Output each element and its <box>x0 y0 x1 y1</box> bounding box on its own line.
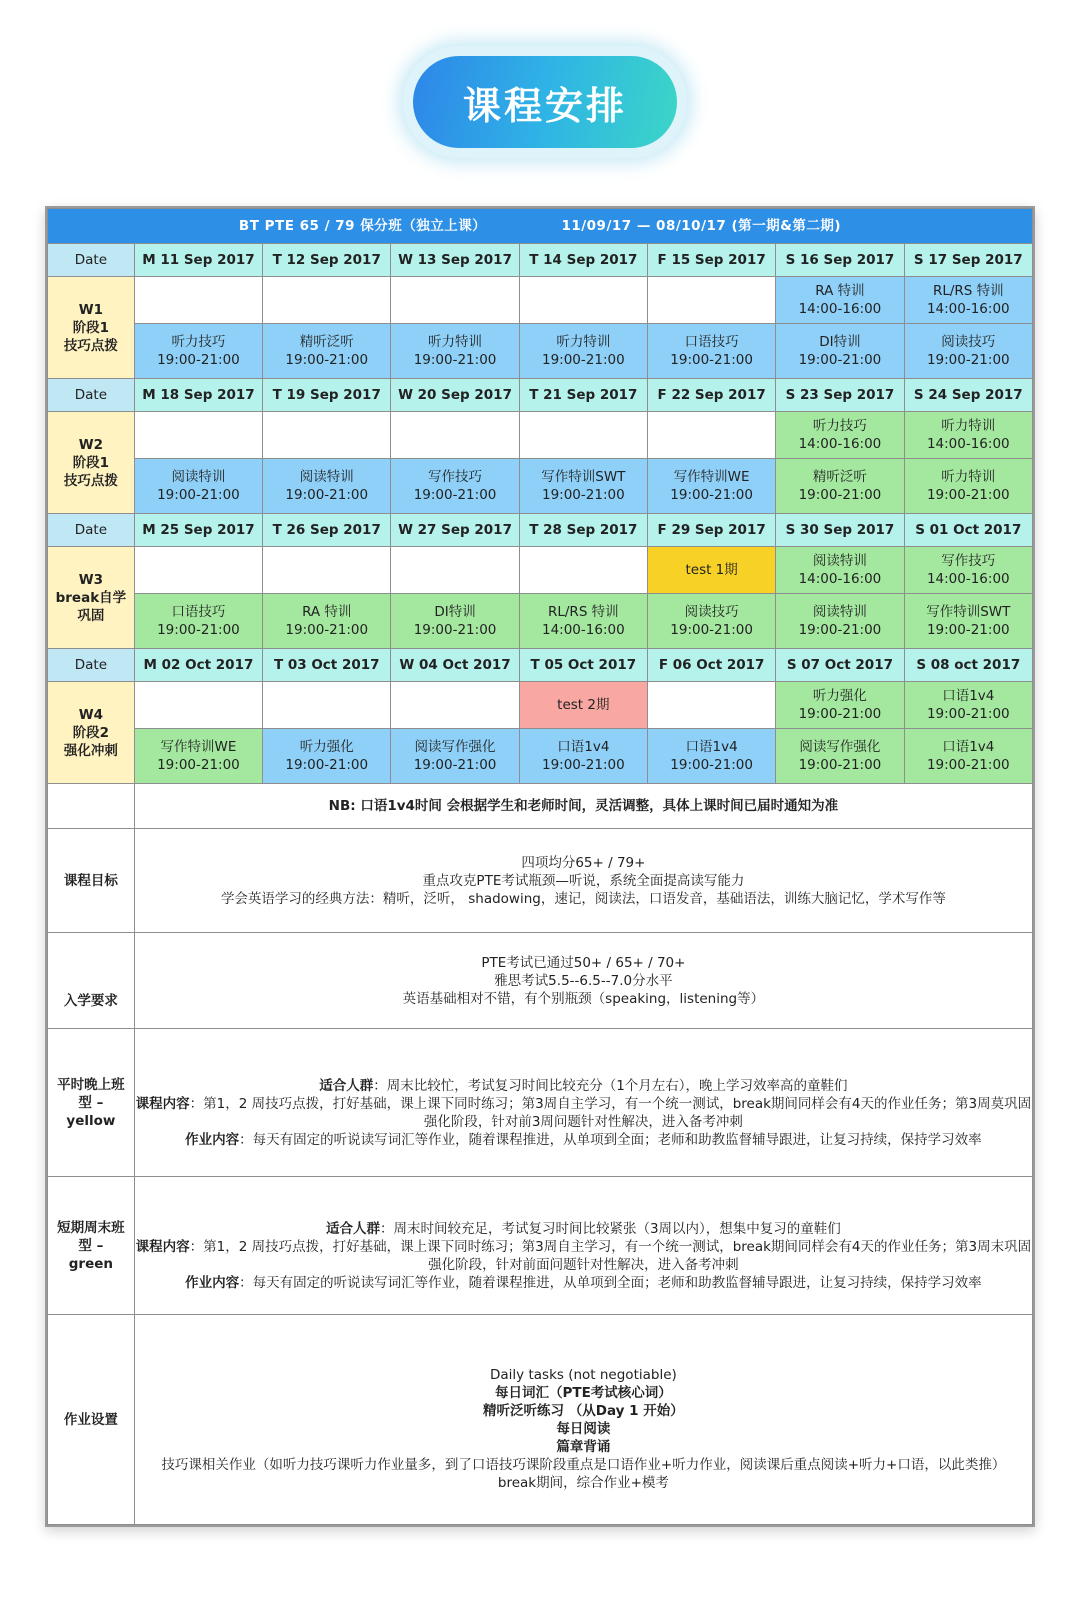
session-name: 听力特训 <box>941 418 996 434</box>
session-time: 19:00-21:00 <box>285 757 369 773</box>
session-time: 19:00-21:00 <box>798 757 882 773</box>
week-label-line: 阶段1 <box>72 319 110 336</box>
week-label <box>48 682 135 784</box>
schedule-note: NB: 口语1v4时间 会根据学生和老师时间，灵活调整，具体上课时间已届时通知为准 <box>134 784 1032 829</box>
class-detail-key: 课程内容 <box>135 1095 190 1112</box>
session-cell <box>904 412 1032 459</box>
session-row <box>48 277 1033 324</box>
empty-cell <box>263 547 391 594</box>
date-row <box>48 514 1033 547</box>
homework-line-bold: 每日词汇（PTE考试核心词） <box>494 1384 672 1401</box>
week-label-line: 技巧点拨 <box>63 337 118 354</box>
week-label-line: break自学 <box>55 589 127 606</box>
info-body <box>134 1315 1032 1525</box>
session-time: 19:00-21:00 <box>926 487 1010 503</box>
class-detail-text: ：每天有固定的听说读写词汇等作业，随着课程推进，从单项到全面；老师和助教监督辅导跟进，让复习持续，保持学习效率 <box>239 1274 982 1291</box>
date-cell: S 24 Sep 2017 <box>904 379 1032 412</box>
class-detail-key: 课程内容 <box>135 1238 190 1255</box>
schedule-table <box>47 208 1033 1525</box>
info-body <box>134 1029 1032 1177</box>
session-time: 19:00-21:00 <box>285 622 369 638</box>
session-row <box>48 412 1033 459</box>
class-detail-key: 作业内容 <box>185 1131 240 1148</box>
class-detail-line <box>135 1095 1032 1131</box>
session-name: 听力强化 <box>299 739 354 755</box>
session-cell <box>776 729 904 784</box>
session-time: 14:00-16:00 <box>541 622 625 638</box>
session-name: 听力技巧 <box>812 418 867 434</box>
class-detail-line <box>135 1220 1032 1238</box>
session-name: 阅读写作强化 <box>799 739 881 755</box>
goal-line: 学会英语学习的经典方法：精听，泛听， shadowing，速记，阅读法，口语发音，基础语法，训练大脑记忆，学术写作等 <box>220 890 946 907</box>
session-time: 19:00-21:00 <box>541 352 625 368</box>
date-cell: F 29 Sep 2017 <box>647 514 775 547</box>
info-label-line: 型 – <box>78 1094 104 1111</box>
session-cell <box>904 682 1032 729</box>
title-badge <box>403 46 687 158</box>
empty-cell <box>647 682 775 729</box>
homework-line-bold: 篇章背诵 <box>556 1438 611 1455</box>
session-cell <box>391 324 519 379</box>
session-cell <box>263 324 391 379</box>
session-cell <box>263 594 391 649</box>
session-cell <box>519 594 647 649</box>
date-cell: S 23 Sep 2017 <box>776 379 904 412</box>
week-label-line: 强化冲刺 <box>63 742 118 759</box>
session-cell <box>904 277 1032 324</box>
date-cell: F 22 Sep 2017 <box>647 379 775 412</box>
empty-cell <box>134 412 262 459</box>
session-cell <box>519 729 647 784</box>
session-cell <box>904 594 1032 649</box>
session-cell <box>647 547 775 594</box>
session-cell <box>647 324 775 379</box>
evening-class-row <box>48 1029 1033 1177</box>
session-cell <box>776 412 904 459</box>
session-name: 口语技巧 <box>684 334 739 350</box>
session-name: 写作特训SWT <box>926 604 1011 620</box>
session-time: 19:00-21:00 <box>541 757 625 773</box>
class-detail-text: ：每天有固定的听说读写词汇等作业，随着课程推进，从单项到全面；老师和助教监督辅导跟进，让复习持续，保持学习效率 <box>239 1131 982 1148</box>
session-time: 19:00-21:00 <box>926 757 1010 773</box>
session-cell <box>776 459 904 514</box>
session-cell <box>904 547 1032 594</box>
session-name: 阅读特训 <box>299 469 354 485</box>
week-label-line: 阶段1 <box>72 454 110 471</box>
session-name: RL/RS 特训 <box>547 604 619 620</box>
class-detail-key: 适合人群 <box>325 1220 380 1237</box>
session-name: 听力特训 <box>556 334 611 350</box>
info-label <box>48 1029 135 1177</box>
session-time: 19:00-21:00 <box>670 622 753 638</box>
info-body <box>134 829 1032 933</box>
session-cell <box>776 594 904 649</box>
session-time: 19:00-21:00 <box>413 487 497 503</box>
date-label: Date <box>48 379 135 412</box>
date-row <box>48 379 1033 412</box>
date-cell: T 14 Sep 2017 <box>519 244 647 277</box>
session-time: 19:00-21:00 <box>157 487 240 503</box>
requirements-row <box>48 933 1033 1029</box>
requirement-line: 雅思考试5.5--6.5--7.0分水平 <box>494 972 673 989</box>
homework-line: 技巧课相关作业（如听力技巧课听力作业量多，到了口语技巧课阶段重点是口语作业+听力作业，阅读课后重点阅读+听力+口语，以此类推） <box>161 1456 1006 1473</box>
session-time: 14:00-16:00 <box>926 571 1010 587</box>
week-label-line: W1 <box>78 301 104 318</box>
session-cell <box>647 594 775 649</box>
session-cell <box>134 324 262 379</box>
class-detail-text: ：周末比较忙，考试复习时间比较充分（1个月左右），晚上学习效率高的童鞋们 <box>373 1077 848 1094</box>
date-row <box>48 649 1033 682</box>
info-body <box>134 933 1032 1029</box>
homework-line: Daily tasks (not negotiable) <box>490 1366 677 1383</box>
date-cell: T 03 Oct 2017 <box>263 649 391 682</box>
session-row <box>48 682 1033 729</box>
session-name: 阅读技巧 <box>941 334 996 350</box>
empty-cell <box>134 682 262 729</box>
date-label: Date <box>48 244 135 277</box>
empty-cell <box>391 412 519 459</box>
session-name: 阅读技巧 <box>684 604 739 620</box>
session-time: 19:00-21:00 <box>285 487 369 503</box>
date-cell: T 21 Sep 2017 <box>519 379 647 412</box>
date-cell: T 26 Sep 2017 <box>263 514 391 547</box>
empty-cell <box>263 682 391 729</box>
date-cell: M 25 Sep 2017 <box>134 514 262 547</box>
session-time: 19:00-21:00 <box>798 487 882 503</box>
date-cell: T 28 Sep 2017 <box>519 514 647 547</box>
empty-cell <box>391 682 519 729</box>
week-label <box>48 277 135 379</box>
session-name: 写作技巧 <box>941 553 996 569</box>
date-cell: M 11 Sep 2017 <box>134 244 262 277</box>
date-row <box>48 244 1033 277</box>
info-label: 课程目标 <box>48 829 135 933</box>
class-detail-line <box>135 1274 1032 1292</box>
info-label-line: 平时晚上班 <box>57 1076 125 1093</box>
session-time: 14:00-16:00 <box>926 301 1010 317</box>
session-time: 19:00-21:00 <box>541 487 625 503</box>
date-cell: F 15 Sep 2017 <box>647 244 775 277</box>
session-name: 阅读特训 <box>812 604 867 620</box>
date-cell: T 19 Sep 2017 <box>263 379 391 412</box>
empty-cell <box>134 547 262 594</box>
empty-cell <box>519 547 647 594</box>
info-label <box>48 1177 135 1315</box>
session-time: 19:00-21:00 <box>413 622 497 638</box>
session-row <box>48 729 1033 784</box>
session-name: 精听泛听 <box>812 469 867 485</box>
session-name: 口语1v4 <box>557 739 610 755</box>
weekend-class-row <box>48 1177 1033 1315</box>
session-time: 19:00-21:00 <box>670 352 753 368</box>
session-name: DI特训 <box>819 334 861 350</box>
session-time: 19:00-21:00 <box>798 352 882 368</box>
class-detail-line <box>135 1131 1032 1149</box>
week-label-line: W3 <box>78 571 104 588</box>
table-title <box>48 209 1033 244</box>
class-detail-key: 适合人群 <box>319 1077 374 1094</box>
week-label-line: W2 <box>78 436 104 453</box>
session-name: 阅读特训 <box>812 553 867 569</box>
session-row <box>48 324 1033 379</box>
session-cell <box>776 324 904 379</box>
session-name: test 1期 <box>685 562 738 578</box>
session-time: 14:00-16:00 <box>798 571 882 587</box>
empty-cell <box>519 412 647 459</box>
session-cell <box>519 682 647 729</box>
session-cell <box>263 729 391 784</box>
date-cell: S 07 Oct 2017 <box>776 649 904 682</box>
goal-line: 四项均分65+ / 79+ <box>521 854 646 871</box>
session-time: 19:00-21:00 <box>670 487 753 503</box>
date-label: Date <box>48 649 135 682</box>
session-time: 19:00-21:00 <box>413 757 497 773</box>
empty-cell <box>391 277 519 324</box>
session-time: 19:00-21:00 <box>798 622 882 638</box>
date-cell: S 17 Sep 2017 <box>904 244 1032 277</box>
date-cell: W 20 Sep 2017 <box>391 379 519 412</box>
session-time: 19:00-21:00 <box>157 352 240 368</box>
date-cell: S 01 Oct 2017 <box>904 514 1032 547</box>
session-name: 听力技巧 <box>171 334 226 350</box>
session-cell <box>134 729 262 784</box>
requirement-line: 英语基础相对不错，有个别瓶颈（speaking，listening等） <box>402 990 765 1007</box>
session-time: 19:00-21:00 <box>157 622 240 638</box>
session-name: 口语1v4 <box>942 739 995 755</box>
week-label <box>48 412 135 514</box>
session-time: 19:00-21:00 <box>157 757 240 773</box>
session-time: 19:00-21:00 <box>926 622 1010 638</box>
date-cell: W 04 Oct 2017 <box>391 649 519 682</box>
class-detail-line <box>135 1077 1032 1095</box>
session-cell <box>776 277 904 324</box>
session-cell <box>134 594 262 649</box>
session-name: 口语1v4 <box>942 688 995 704</box>
homework-line-bold: 精听泛听练习 （从Day 1 开始） <box>483 1402 684 1419</box>
session-name: test 2期 <box>557 697 610 713</box>
page-title: 课程安排 <box>413 56 677 148</box>
session-cell <box>391 729 519 784</box>
week-label-line: W4 <box>78 706 104 723</box>
class-detail-line <box>135 1238 1032 1274</box>
empty-cell <box>263 412 391 459</box>
session-time: 19:00-21:00 <box>285 352 369 368</box>
session-time: 19:00-21:00 <box>926 706 1010 722</box>
session-cell <box>391 594 519 649</box>
class-detail-text: ：第1，2 周技巧点拨，打好基础，课上课下同时练习；第3周自主学习，有一个统一测试，break期间同样会有4天的作业任务；第3周莫巩固强化阶段，针对前3周问题针对性解决，进入备考冲刺 <box>189 1095 1032 1130</box>
session-name: 听力特训 <box>428 334 483 350</box>
table-title-course: BT PTE 65 / 79 保分班（独立上课） <box>238 218 487 234</box>
note-row <box>48 784 1033 829</box>
goals-row <box>48 829 1033 933</box>
class-detail-key: 作业内容 <box>185 1274 240 1291</box>
week-label-line: 技巧点拨 <box>63 472 118 489</box>
session-time: 19:00-21:00 <box>670 757 753 773</box>
info-label-line: yellow <box>66 1112 116 1129</box>
date-cell: W 27 Sep 2017 <box>391 514 519 547</box>
info-label-line: 短期周末班 <box>57 1219 125 1236</box>
session-time: 14:00-16:00 <box>798 436 882 452</box>
info-label: 作业设置 <box>48 1315 135 1525</box>
date-cell: F 06 Oct 2017 <box>647 649 775 682</box>
empty-cell <box>519 277 647 324</box>
date-cell: M 02 Oct 2017 <box>134 649 262 682</box>
session-cell <box>776 682 904 729</box>
session-name: 写作特训SWT <box>541 469 626 485</box>
session-name: RL/RS 特训 <box>932 283 1004 299</box>
session-time: 19:00-21:00 <box>798 706 882 722</box>
session-cell <box>647 729 775 784</box>
session-row <box>48 459 1033 514</box>
date-cell: T 12 Sep 2017 <box>263 244 391 277</box>
date-cell: M 18 Sep 2017 <box>134 379 262 412</box>
session-cell <box>519 459 647 514</box>
info-label-line: green <box>68 1255 114 1272</box>
session-cell <box>904 459 1032 514</box>
empty-cell <box>134 277 262 324</box>
session-time: 19:00-21:00 <box>413 352 497 368</box>
homework-line: break期间，综合作业+模考 <box>497 1474 669 1491</box>
session-cell <box>391 459 519 514</box>
empty-cell <box>647 412 775 459</box>
date-cell: S 30 Sep 2017 <box>776 514 904 547</box>
schedule-table-frame <box>45 206 1035 1527</box>
empty-cell <box>647 277 775 324</box>
session-name: 精听泛听 <box>299 334 354 350</box>
session-row <box>48 594 1033 649</box>
session-name: 口语1v4 <box>685 739 738 755</box>
date-cell: S 08 oct 2017 <box>904 649 1032 682</box>
homework-line-bold: 每日阅读 <box>556 1420 611 1437</box>
info-label: 入学要求 <box>48 933 135 1029</box>
session-cell <box>904 324 1032 379</box>
table-title-dates: 11/09/17 — 08/10/17 (第一期&第二期) <box>561 218 842 234</box>
class-detail-text: ：第1，2 周技巧点拨，打好基础，课上课下同时练习；第3周自主学习，有一个统一测试，break期间同样会有4天的作业任务；第3周末巩固强化阶段，针对前面问题针对性解决，进入备考冲刺 <box>189 1238 1032 1273</box>
session-name: 写作技巧 <box>428 469 483 485</box>
note-spacer <box>48 784 135 829</box>
session-name: RA 特训 <box>815 283 865 299</box>
info-label-line: 型 – <box>78 1237 104 1254</box>
session-name: 写作特训WE <box>673 469 750 485</box>
session-cell <box>263 459 391 514</box>
session-name: DI特训 <box>434 604 476 620</box>
class-detail-text: ：周末时间较充足，考试复习时间比较紧张（3周以内），想集中复习的童鞋们 <box>379 1220 841 1237</box>
session-cell <box>904 729 1032 784</box>
week-label-line: 巩固 <box>77 607 105 624</box>
week-label <box>48 547 135 649</box>
session-cell <box>776 547 904 594</box>
session-cell <box>647 459 775 514</box>
session-row <box>48 547 1033 594</box>
session-name: 听力强化 <box>812 688 867 704</box>
date-label: Date <box>48 514 135 547</box>
empty-cell <box>391 547 519 594</box>
week-label-line: 阶段2 <box>72 724 110 741</box>
session-cell <box>134 459 262 514</box>
info-body <box>134 1177 1032 1315</box>
requirement-line: PTE考试已通过50+ / 65+ / 70+ <box>481 954 686 971</box>
date-cell: S 16 Sep 2017 <box>776 244 904 277</box>
date-cell: W 13 Sep 2017 <box>391 244 519 277</box>
goal-line: 重点攻克PTE考试瓶颈—听说，系统全面提高读写能力 <box>422 872 745 889</box>
session-name: 口语技巧 <box>171 604 226 620</box>
session-name: RA 特训 <box>302 604 352 620</box>
session-time: 19:00-21:00 <box>926 352 1010 368</box>
session-name: 阅读写作强化 <box>414 739 496 755</box>
empty-cell <box>263 277 391 324</box>
session-name: 阅读特训 <box>171 469 226 485</box>
session-name: 写作特训WE <box>160 739 237 755</box>
session-cell <box>519 324 647 379</box>
date-cell: T 05 Oct 2017 <box>519 649 647 682</box>
session-name: 听力特训 <box>941 469 996 485</box>
session-time: 14:00-16:00 <box>798 301 882 317</box>
session-time: 14:00-16:00 <box>926 436 1010 452</box>
homework-row <box>48 1315 1033 1525</box>
